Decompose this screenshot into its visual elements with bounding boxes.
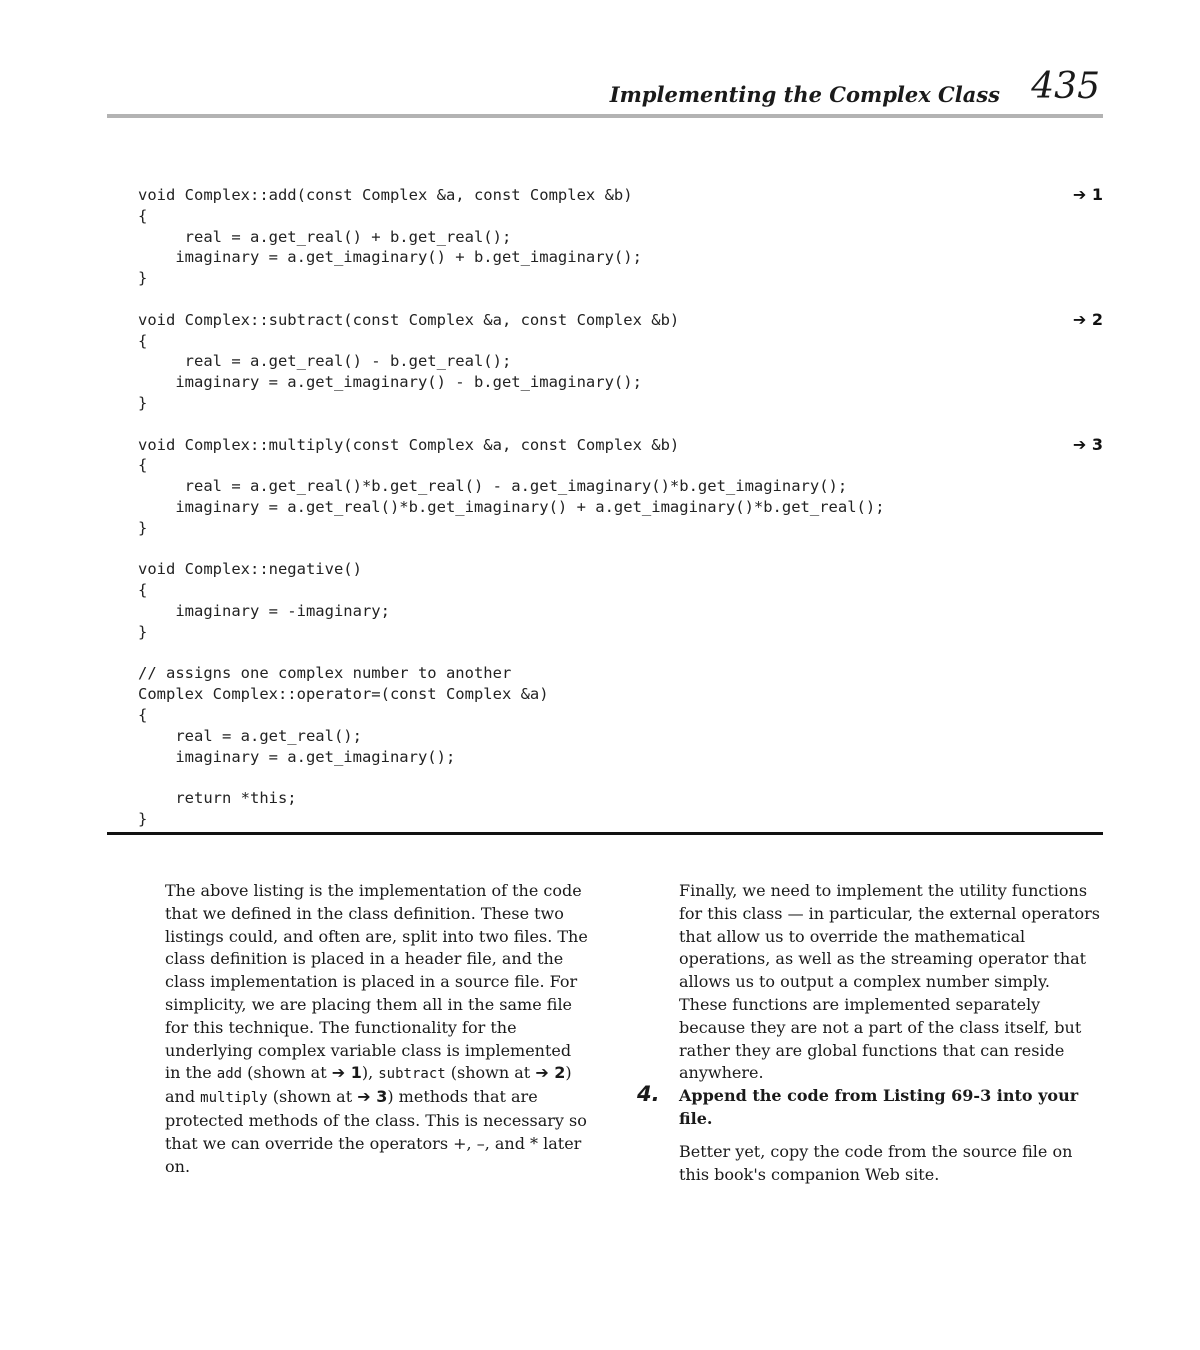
code-line xyxy=(138,268,1103,289)
code-text: void Complex::negative() xyxy=(138,560,362,579)
body-paragraph: The above listing is the implementation of the code that we defined in the class definition. These two listings could, and often are, split into two files. The class definition is placed in a header file, and the class implementation is placed in a source file. For simplicity, we are placing them all in the same file for this technique. The functionality for the underlying complex variable class is implemented in the add (shown at ➔ 1), subtract (shown at ➔ 2) and multiply (shown at ➔ 3) methods that are protected methods of the class. This is necessary so that we can override the operators +, –, and * later on. xyxy=(165,881,588,1176)
code-text: } xyxy=(138,518,148,537)
code-line xyxy=(138,788,1103,809)
step-text: Append the code from Listing 69-3 into your file. xyxy=(679,1086,1079,1128)
code-text: return *this; xyxy=(138,789,297,808)
code-text: { xyxy=(138,705,148,724)
code-text: void Complex::multiply(const Complex &a, const Complex &b) xyxy=(138,435,680,454)
code-text: imaginary = a.get_imaginary(); xyxy=(138,747,456,766)
page-number: 435 xyxy=(1031,66,1100,107)
code-line xyxy=(138,185,1103,206)
running-title: Implementing the Complex Class xyxy=(609,82,1000,107)
code-text: { xyxy=(138,581,148,600)
body-paragraph-utility: Finally, we need to implement the utility functions for this class — in particular, the external operators that allow us to override the mathematical operations, as well as the streaming operator that allows us to output a complex number simply. These functions are implemented separately because they are not a part of the class itself, but rather they are global functions that can reside anywhere. xyxy=(679,881,1100,1083)
code-line xyxy=(138,372,1103,393)
left-column xyxy=(165,880,590,1178)
code-line xyxy=(138,684,1103,705)
ref-marker-2: ➔ 2 xyxy=(535,1063,566,1083)
code-line xyxy=(138,643,1103,664)
running-head xyxy=(107,62,1103,118)
code-text: real = a.get_real(); xyxy=(138,726,362,745)
code-subtract: subtract xyxy=(378,1066,446,1083)
code-text: imaginary = -imaginary; xyxy=(138,601,390,620)
code-text: } xyxy=(138,269,148,288)
code-line xyxy=(138,809,1103,830)
code-line xyxy=(138,663,1103,684)
code-line xyxy=(138,726,1103,747)
code-line xyxy=(138,622,1103,643)
code-line xyxy=(138,435,1103,456)
code-line xyxy=(138,518,1103,539)
code-line xyxy=(138,747,1103,768)
code-line xyxy=(138,559,1103,580)
body-paragraph-copy: Better yet, copy the code from the source file on this book's companion Web site. xyxy=(679,1141,1073,1184)
code-line xyxy=(138,247,1103,268)
code-text: } xyxy=(138,393,148,412)
code-text: // assigns one complex number to another xyxy=(138,664,512,683)
code-text: void Complex::subtract(const Complex &a, const Complex &b) xyxy=(138,310,680,329)
code-text: real = a.get_real() - b.get_real(); xyxy=(138,352,512,371)
code-text: { xyxy=(138,331,148,350)
code-line xyxy=(138,393,1103,414)
ref-marker-1: ➔ 1 xyxy=(331,1063,362,1083)
code-text: Complex Complex::operator=(const Complex &a) xyxy=(138,685,549,704)
ref-marker-3: ➔ 3 xyxy=(357,1087,388,1107)
line-marker: ➔ 3 xyxy=(1072,434,1103,454)
code-text: { xyxy=(138,456,148,475)
code-add: add xyxy=(216,1066,243,1083)
step-4 xyxy=(637,1082,1103,1131)
code-listing xyxy=(138,185,1103,830)
code-line xyxy=(138,601,1103,622)
code-line xyxy=(138,767,1103,788)
code-line xyxy=(138,414,1103,435)
code-line xyxy=(138,705,1103,726)
line-marker: ➔ 2 xyxy=(1072,309,1103,329)
code-line xyxy=(138,351,1103,372)
step-number: 4. xyxy=(637,1082,660,1107)
code-line xyxy=(138,289,1103,310)
line-marker: ➔ 1 xyxy=(1072,185,1103,204)
listing-divider xyxy=(107,832,1103,835)
code-text: } xyxy=(138,622,148,641)
code-line xyxy=(138,331,1103,352)
code-multiply: multiply xyxy=(200,1090,268,1107)
code-line xyxy=(138,497,1103,518)
right-column xyxy=(637,880,1103,1186)
code-line xyxy=(138,227,1103,248)
code-text: real = a.get_real()*b.get_real() - a.get_imaginary()*b.get_imaginary(); xyxy=(138,477,848,496)
code-line xyxy=(138,310,1103,331)
code-text: real = a.get_real() + b.get_real(); xyxy=(138,227,512,246)
code-line xyxy=(138,455,1103,476)
code-line xyxy=(138,539,1103,560)
code-text: { xyxy=(138,206,148,225)
code-text: imaginary = a.get_real()*b.get_imaginary() + a.get_imaginary()*b.get_real(); xyxy=(138,497,885,516)
code-line xyxy=(138,580,1103,601)
code-text: } xyxy=(138,809,148,828)
code-line xyxy=(138,476,1103,497)
code-text: imaginary = a.get_imaginary() + b.get_imaginary(); xyxy=(138,248,642,267)
code-line xyxy=(138,206,1103,227)
code-text: imaginary = a.get_imaginary() - b.get_imaginary(); xyxy=(138,373,642,392)
code-text: void Complex::add(const Complex &a, const Complex &b) xyxy=(138,186,633,204)
